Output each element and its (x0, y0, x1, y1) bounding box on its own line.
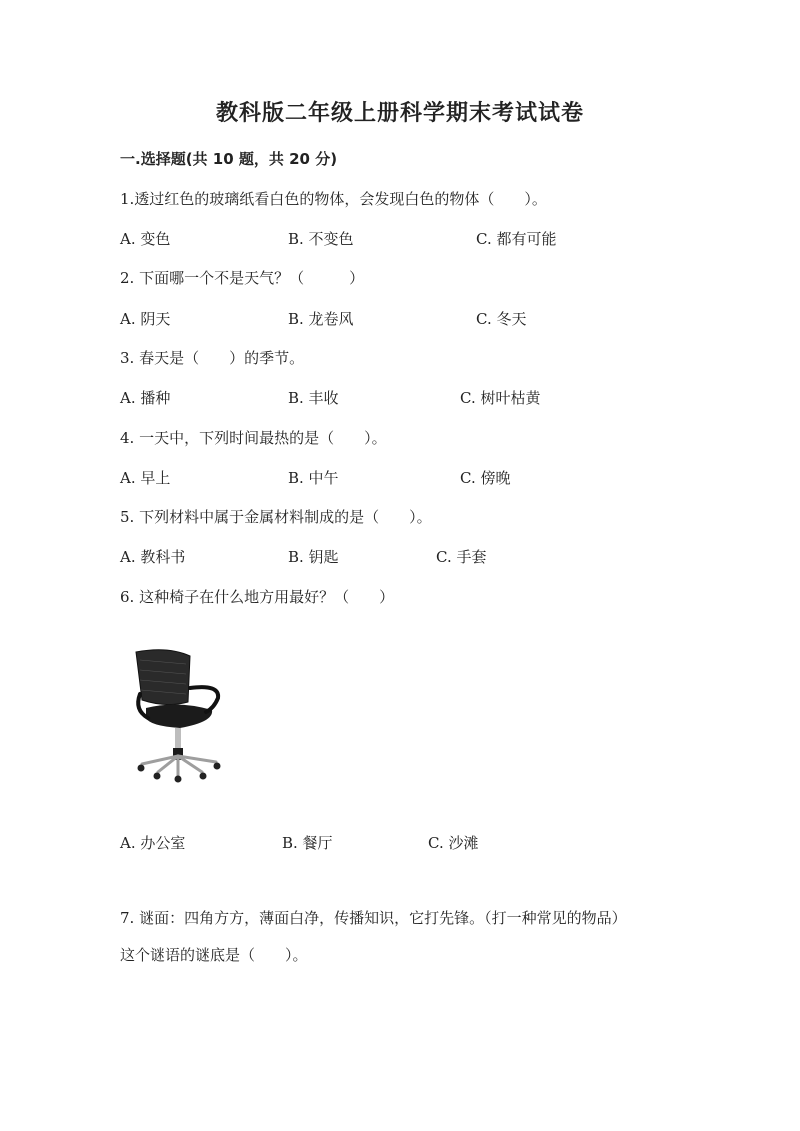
question-5: 5. 下列材料中属于金属材料制成的是（ ）。 (120, 508, 432, 526)
q6-option-c: C. 沙滩 (428, 834, 479, 852)
q4-option-b: B. 中午 (288, 469, 339, 487)
question-6: 6. 这种椅子在什么地方用最好？（ ） (120, 588, 395, 606)
q6-option-b: B. 餐厅 (282, 834, 333, 852)
q1-option-b: B. 不变色 (288, 230, 354, 248)
q5-option-a: A. 教科书 (120, 548, 186, 566)
q3-option-b: B. 丰收 (288, 389, 339, 407)
q1-option-a: A. 变色 (120, 230, 171, 248)
q2-option-c: C. 冬天 (476, 310, 527, 328)
section-heading: 一.选择题(共 10 题，共 20 分) (120, 150, 338, 168)
q1-option-c: C. 都有可能 (476, 230, 557, 248)
question-4: 4. 一天中，下列时间最热的是（ ）。 (120, 429, 387, 447)
q6-option-a: A. 办公室 (120, 834, 186, 852)
question-2: 2. 下面哪一个不是天气？（ ） (120, 269, 365, 287)
q2-option-a: A. 阴天 (120, 310, 171, 328)
q4-option-a: A. 早上 (120, 469, 171, 487)
question-1: 1.透过红色的玻璃纸看白色的物体，会发现白色的物体（ ）。 (120, 190, 547, 208)
q5-option-b: B. 钥匙 (288, 548, 339, 566)
q3-option-c: C. 树叶枯黄 (460, 389, 541, 407)
office-chair-image (128, 648, 228, 783)
q2-option-b: B. 龙卷风 (288, 310, 354, 328)
q4-option-c: C. 傍晚 (460, 469, 511, 487)
question-7: 7. 谜面：四角方方，薄面白净，传播知识，它打先锋。（打一种常见的物品） (120, 909, 627, 927)
question-3: 3. 春天是（ ）的季节。 (120, 349, 305, 367)
q5-option-c: C. 手套 (436, 548, 487, 566)
page-title: 教科版二年级上册科学期末考试试卷 (215, 101, 584, 126)
q3-option-a: A. 播种 (120, 389, 171, 407)
question-7-continuation: 这个谜语的谜底是（ ）。 (120, 946, 308, 964)
